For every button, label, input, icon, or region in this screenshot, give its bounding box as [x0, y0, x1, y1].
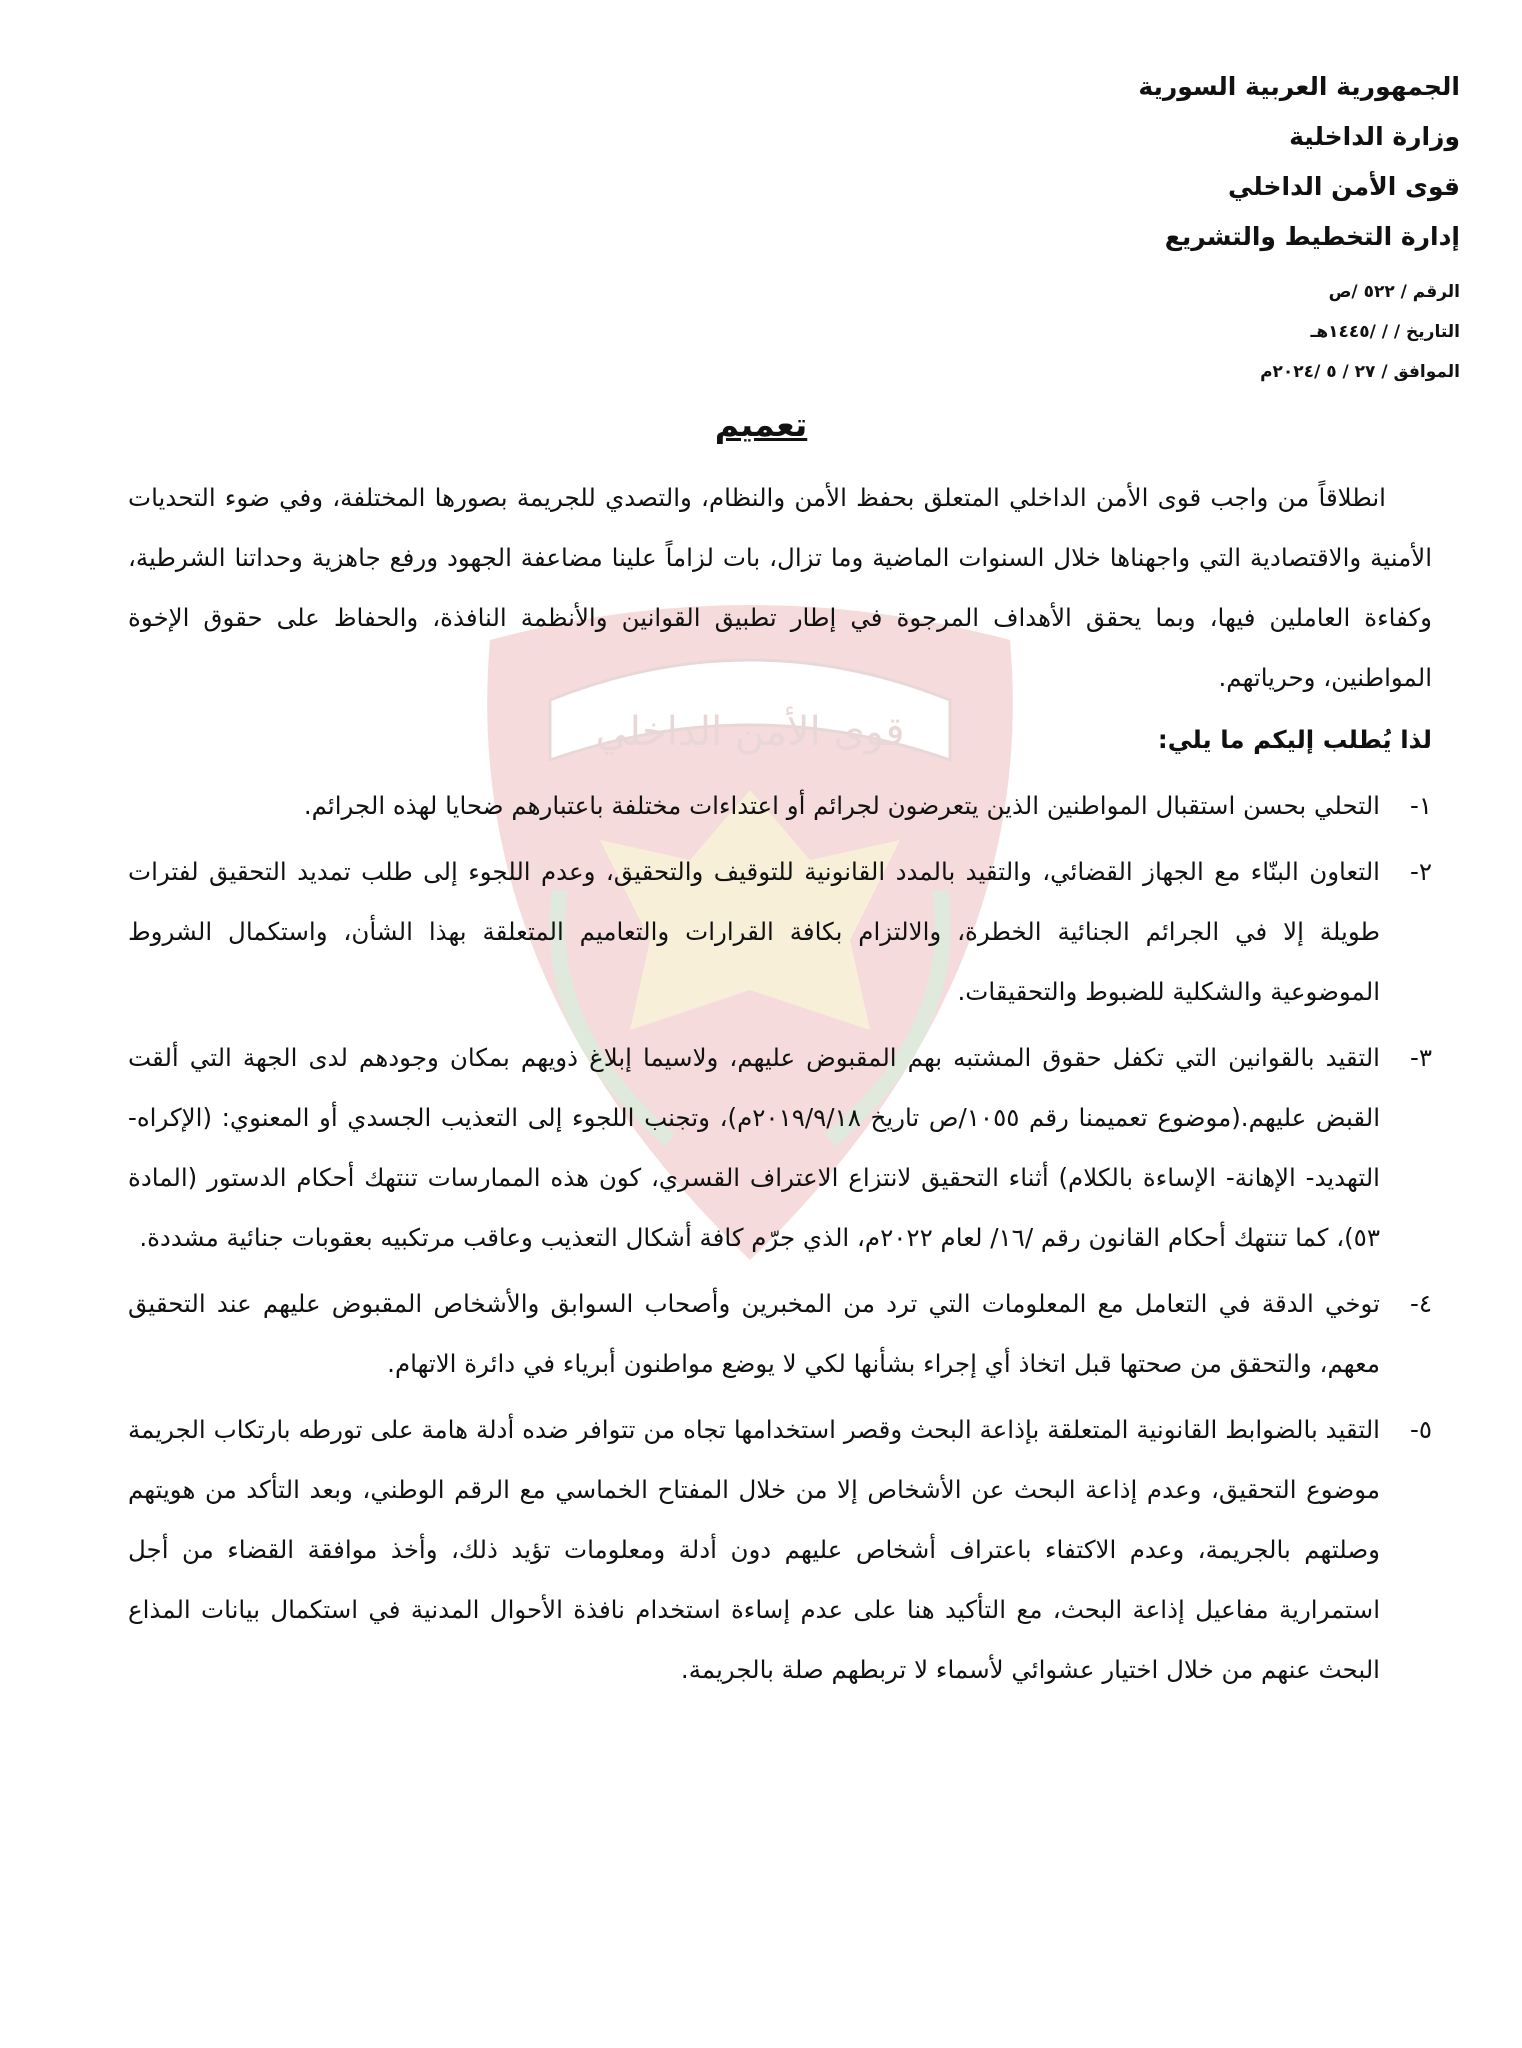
reference-number: الرقم / ٥٢٢ /ص	[1328, 282, 1460, 302]
list-item	[128, 1274, 1432, 1394]
forces-name: قوى الأمن الداخلي	[1227, 172, 1460, 201]
letterhead	[940, 62, 1460, 392]
list-item	[128, 1400, 1432, 1700]
item-text: التقيد بالقوانين التي تكفل حقوق المشتبه بهم المقبوض عليهم، ولاسيما إبلاغ ذويهم بمكان وجودهم لدى الجهة التي ألقت القبض عليهم.(موضوع تعميمنا رقم ١٠٥٥/ص تاريخ ٢٠١٩/٩/١٨م)، وتجنب اللجوء إلى التعذيب الجسدي أو المعنوي: (الإكراه- التهديد- الإهانة- الإساءة بالكلام) أثناء التحقيق لانتزاع الاعتراف القسري، كون هذه الممارسات تنتهك أحكام الدستور (المادة ٥٣)، كما تنتهك أحكام القانون رقم /١٦/ لعام ٢٠٢٢م، الذي جرّم كافة أشكال التعذيب وعاقب مرتكبيه بعقوبات جنائية مشددة.	[128, 1043, 1380, 1252]
item-number: ٣-	[1409, 1043, 1432, 1072]
list-item	[128, 1028, 1432, 1268]
hijri-date: التاريخ / / /١٤٤٥هـ	[1310, 322, 1460, 342]
item-text: التقيد بالضوابط القانونية المتعلقة بإذاعة البحث وقصر استخدامها تجاه من تتوافر ضده أدلة هامة على تورطه بارتكاب الجريمة موضوع التحقيق، وعدم إذاعة البحث عن الأشخاص إلا من خلال المفتاح الخماسي مع الرقم الوطني، وبعد التأكد من هويتهم وصلتهم بالجريمة، وعدم الاكتفاء باعتراف أشخاص عليهم دون أدلة ومعلومات تؤيد ذلك، وأخذ موافقة القضاء من أجل استمرارية مفاعيل إذاعة البحث، مع التأكيد هنا على عدم إساءة استخدام نافذة الأحوال المدنية في استكمال بيانات المذاع البحث عنهم من خلال اختيار عشوائي لأسماء لا تربطهم صلة بالجريمة.	[128, 1415, 1380, 1684]
item-text: التعاون البنّاء مع الجهاز القضائي، والتقيد بالمدد القانونية للتوقيف والتحقيق، وعدم اللجوء إلى طلب تمديد التحقيق لفترات طويلة إلا في الجرائم الجنائية الخطرة، والالتزام بكافة القرارات والتعاميم المتعلقة بهذا الشأن، واستكمال الشروط الموضوعية والشكلية للضبوط والتحقيقات.	[128, 857, 1380, 1006]
intro-paragraph: انطلاقاً من واجب قوى الأمن الداخلي المتعلق بحفظ الأمن والنظام، والتصدي للجريمة بصورها المختلفة، وفي ضوء التحديات الأمنية والاقتصادية التي واجهناها خلال السنوات الماضية وما تزال، بات لزاماً علينا مضاعفة الجهود ورفع جاهزية وحداتنا الشرطية، وكفاءة العاملين فيها، وبما يحقق الأهداف المرجوة في إطار تطبيق القوانين والأنظمة النافذة، والحفاظ على حقوق الإخوة المواطنين، وحرياتهم.	[128, 483, 1432, 692]
item-number: ٢-	[1409, 857, 1432, 886]
item-number: ٤-	[1409, 1289, 1432, 1318]
republic-name: الجمهورية العربية السورية	[1138, 72, 1460, 101]
emblem-ribbon-text: قوى الأمن الداخلي	[595, 709, 905, 755]
document-title: تعميم	[714, 405, 808, 444]
document-body	[128, 468, 1432, 1700]
item-number: ٥-	[1409, 1415, 1432, 1444]
request-line: لذا يُطلب إليكم ما يلي:	[1157, 725, 1432, 754]
list-item	[128, 842, 1432, 1022]
directives-list	[128, 776, 1432, 1700]
item-text: توخي الدقة في التعامل مع المعلومات التي ترد من المخبرين وأصحاب السوابق والأشخاص المقبوض عليهم عند التحقيق معهم، والتحقق من صحتها قبل اتخاذ أي إجراء بشأنها لكي لا يوضع مواطنون أبرياء في دائرة الاتهام.	[128, 1289, 1380, 1378]
reference-block	[940, 272, 1460, 392]
list-item	[128, 776, 1432, 836]
item-number: ١-	[1409, 791, 1432, 820]
ministry-name: وزارة الداخلية	[1289, 122, 1460, 151]
gregorian-date: الموافق / ٢٧ / ٥ /٢٠٢٤م	[1260, 362, 1460, 382]
item-text: التحلي بحسن استقبال المواطنين الذين يتعرضون لجرائم أو اعتداءات مختلفة باعتبارهم ضحايا لهذه الجرائم.	[303, 791, 1380, 820]
department-name: إدارة التخطيط والتشريع	[1164, 222, 1460, 251]
